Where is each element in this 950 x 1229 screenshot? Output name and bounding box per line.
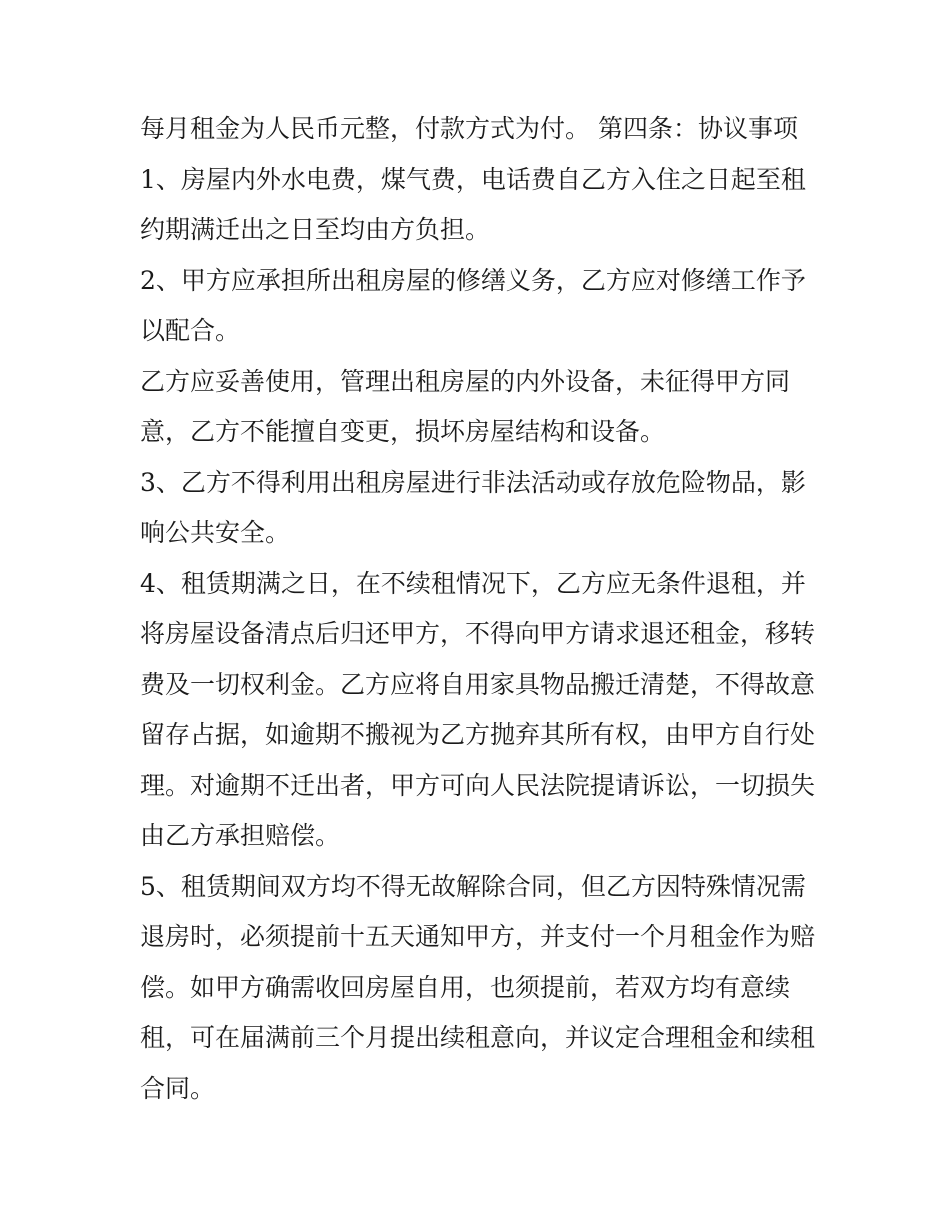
text-line: 3、乙方不得利用出租房屋进行非法活动或存放危险物品，影 (140, 467, 806, 497)
text-line: 合同。 (140, 1073, 216, 1103)
text-line: 约期满迁出之日至均由方负担。 (140, 215, 491, 244)
text-line: 将房屋设备清点后归还甲方，不得向甲方请求退还租金，移转 (140, 619, 816, 648)
text-line: 费及一切权利金。乙方应将自用家具物品搬迁清楚，不得故意 (140, 669, 816, 699)
text-line: 响公共安全。 (140, 518, 291, 547)
text-line: 理。对逾期不迁出者，甲方可向人民法院提请诉讼，一切损失 (140, 770, 816, 800)
text-line: 意，乙方不能擅自变更，损坏房屋结构和设备。 (140, 417, 666, 446)
text-line: 以配合。 (140, 316, 241, 345)
text-line: 乙方应妥善使用，管理出租房屋的内外设备，未征得甲方同 (140, 366, 791, 396)
text-line: 1、房屋内外水电费，煤气费，电话费自乙方入住之日起至租 (140, 164, 806, 194)
text-line: 每月租金为人民币元整，付款方式为付。 第四条：协议事项 (140, 114, 798, 143)
text-line: 由乙方承担赔偿。 (140, 821, 341, 850)
text-line: 偿。如甲方确需收回房屋自用，也须提前，若双方均有意续 (140, 972, 791, 1002)
text-line: 租，可在届满前三个月提出续租意向，并议定合理租金和续租 (140, 1023, 816, 1052)
document-body (140, 104, 820, 1114)
text-line: 5、租赁期间双方均不得无故解除合同，但乙方因特殊情况需 (140, 871, 806, 901)
text-line: 4、租赁期满之日，在不续租情况下，乙方应无条件退租，并 (140, 568, 806, 598)
text-line: 2、甲方应承担所出租房屋的修缮义务，乙方应对修缮工作予 (140, 265, 806, 295)
text-line: 留存占据，如逾期不搬视为乙方抛弃其所有权，由甲方自行处 (140, 720, 816, 749)
text-line: 退房时，必须提前十五天通知甲方，并支付一个月租金作为赔 (140, 922, 816, 951)
